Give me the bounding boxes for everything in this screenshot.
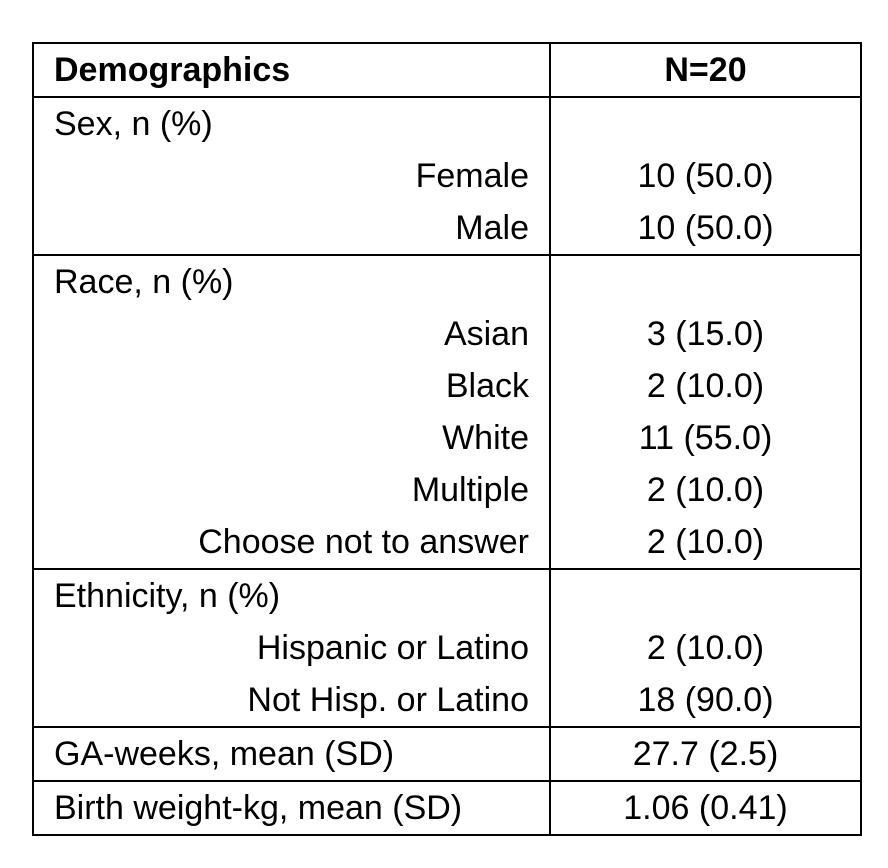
- header-row: [33, 43, 861, 97]
- row-label: White: [33, 412, 550, 464]
- table-row: [33, 150, 861, 202]
- summary-label-ga-weeks: GA-weeks, mean (SD): [33, 727, 550, 781]
- row-value: 2 (10.0): [550, 360, 861, 412]
- section-title-row: [33, 255, 861, 308]
- section-title-sex: Sex, n (%): [33, 97, 550, 150]
- row-label: Male: [33, 202, 550, 255]
- row-label: Female: [33, 150, 550, 202]
- table-row: [33, 464, 861, 516]
- section-value-empty: [550, 255, 861, 308]
- row-value: 3 (15.0): [550, 308, 861, 360]
- summary-value-ga-weeks: 27.7 (2.5): [550, 727, 861, 781]
- summary-label-birth-weight: Birth weight-kg, mean (SD): [33, 781, 550, 835]
- row-label: Black: [33, 360, 550, 412]
- section-title-ethnicity: Ethnicity, n (%): [33, 569, 550, 622]
- row-value: 2 (10.0): [550, 622, 861, 674]
- row-value: 18 (90.0): [550, 674, 861, 727]
- table-row: [33, 516, 861, 569]
- table-row: [33, 674, 861, 727]
- table-row: [33, 202, 861, 255]
- row-value: 11 (55.0): [550, 412, 861, 464]
- row-label: Asian: [33, 308, 550, 360]
- row-value: 2 (10.0): [550, 516, 861, 569]
- section-title-race: Race, n (%): [33, 255, 550, 308]
- summary-row: [33, 781, 861, 835]
- table-row: [33, 360, 861, 412]
- row-label: Multiple: [33, 464, 550, 516]
- table-row: [33, 622, 861, 674]
- section-value-empty: [550, 97, 861, 150]
- summary-value-birth-weight: 1.06 (0.41): [550, 781, 861, 835]
- section-title-row: [33, 569, 861, 622]
- row-label: Not Hisp. or Latino: [33, 674, 550, 727]
- section-title-row: [33, 97, 861, 150]
- header-demographics: Demographics: [33, 43, 550, 97]
- table-row: [33, 412, 861, 464]
- row-label: Hispanic or Latino: [33, 622, 550, 674]
- section-value-empty: [550, 569, 861, 622]
- row-label: Choose not to answer: [33, 516, 550, 569]
- summary-row: [33, 727, 861, 781]
- header-n: N=20: [550, 43, 861, 97]
- row-value: 10 (50.0): [550, 202, 861, 255]
- row-value: 2 (10.0): [550, 464, 861, 516]
- table-row: [33, 308, 861, 360]
- demographics-table: [32, 42, 862, 836]
- row-value: 10 (50.0): [550, 150, 861, 202]
